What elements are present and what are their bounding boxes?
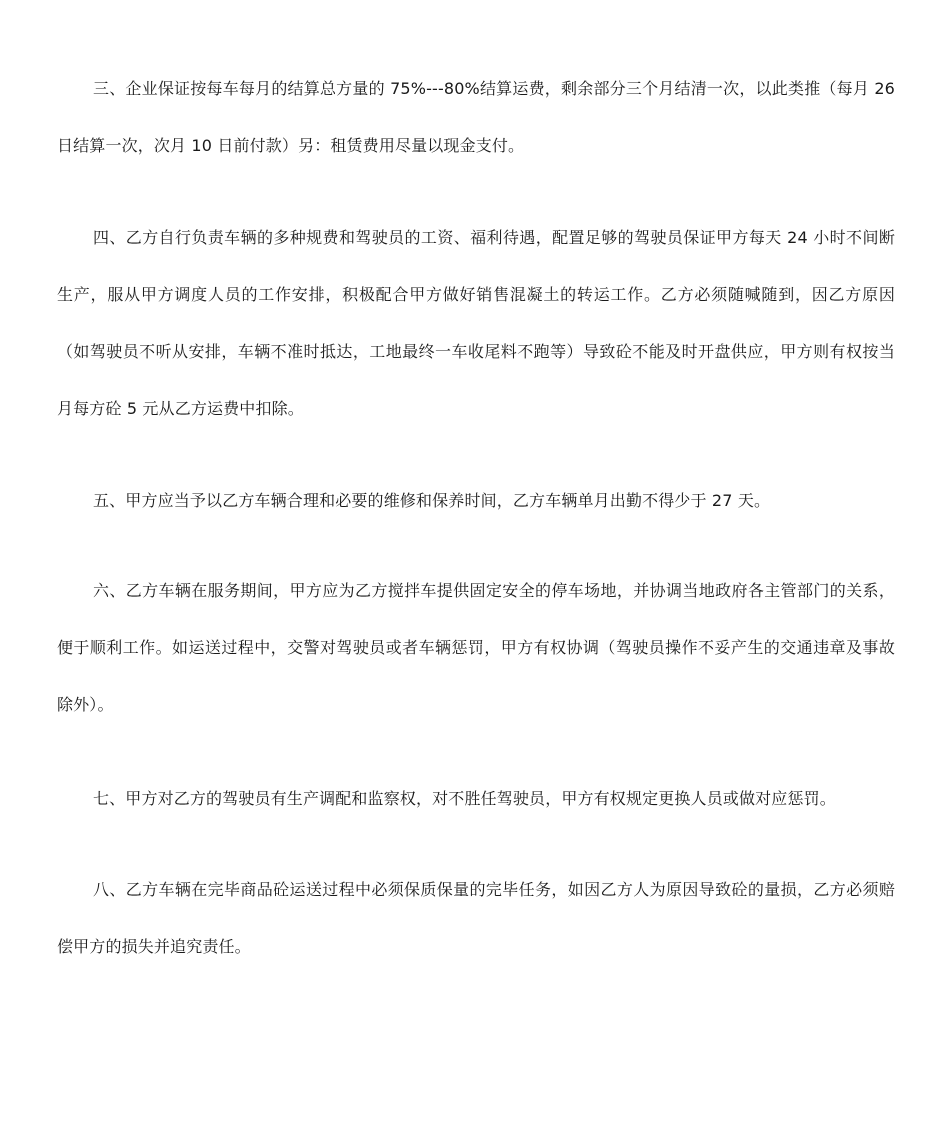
clause-8-paragraph: 八、乙方车辆在完毕商品砼运送过程中必须保质保量的完毕任务，如因乙方人为原因导致砼的量损，乙方必须赔偿甲方的损失并追究责任。	[57, 880, 895, 956]
clause-5-paragraph: 五、甲方应当予以乙方车辆合理和必要的维修和保养时间，乙方车辆单月出勤不得少于 27 天。	[93, 491, 771, 510]
clause-7-paragraph: 七、甲方对乙方的驾驶员有生产调配和监察权，对不胜任驾驶员，甲方有权规定更换人员或做对应惩罚。	[93, 789, 836, 808]
clause-3-paragraph: 三、企业保证按每车每月的结算总方量的 75%---80%结算运费，剩余部分三个月结清一次，以此类推（每月 26 日结算一次，次月 10 日前付款）另：租赁费用尽量以现金支付。	[57, 79, 895, 155]
clause-6-paragraph: 六、乙方车辆在服务期间，甲方应为乙方搅拌车提供固定安全的停车场地，并协调当地政府各主管部门的关系，便于顺利工作。如运送过程中，交警对驾驶员或者车辆惩罚，甲方有权协调（驾驶员操作不妥产生的交通违章及事故除外）。	[57, 581, 895, 714]
clause-4-paragraph: 四、乙方自行负责车辆的多种规费和驾驶员的工资、福利待遇，配置足够的驾驶员保证甲方每天 24 小时不间断生产，服从甲方调度人员的工作安排，积极配合甲方做好销售混凝土的转运工作。乙方必须随喊随到，因乙方原因（如驾驶员不听从安排，车辆不准时抵达，工地最终一车收尾料不跑等）导致砼不能及时开盘供应，甲方则有权按当月每方砼 5 元从乙方运费中扣除。	[57, 228, 895, 418]
